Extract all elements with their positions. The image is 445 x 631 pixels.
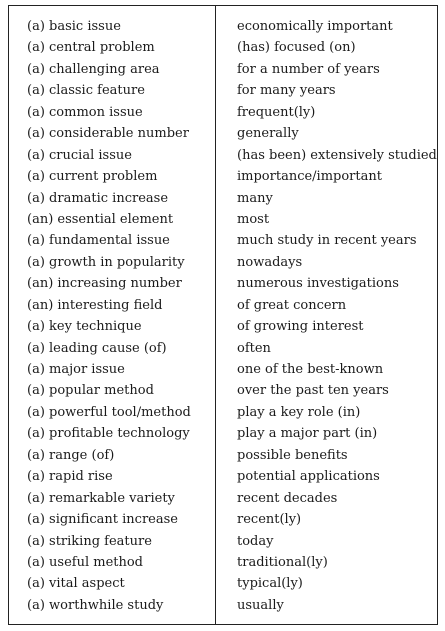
left-phrase: (a) remarkable variety	[27, 490, 175, 506]
left-phrase: (a) current problem	[27, 169, 158, 185]
left-phrase: (an) increasing number	[27, 276, 182, 292]
left-phrase: (a) rapid rise	[27, 469, 113, 485]
right-column	[216, 6, 437, 624]
left-phrase: (a) vital aspect	[27, 576, 125, 592]
left-phrase: (a) classic feature	[27, 83, 145, 99]
phrase-table	[8, 5, 438, 625]
right-phrase: usually	[237, 597, 284, 613]
left-phrase: (a) challenging area	[27, 61, 160, 77]
left-phrase: (a) popular method	[27, 383, 154, 399]
right-phrase: today	[237, 533, 274, 549]
left-phrase: (a) dramatic increase	[27, 190, 169, 206]
right-phrase: traditional(ly)	[237, 554, 328, 570]
right-phrase: one of the best-known	[237, 362, 384, 377]
right-phrase: (has) focused (on)	[237, 40, 356, 56]
left-phrase: (a) basic issue	[27, 19, 121, 34]
right-phrase: possible benefits	[237, 447, 348, 463]
left-phrase: (an) essential element	[27, 211, 174, 227]
right-phrase: importance/important	[237, 169, 382, 185]
right-phrase: frequent(ly)	[237, 104, 316, 120]
left-phrase: (a) considerable number	[27, 126, 189, 142]
left-phrase: (a) fundamental issue	[27, 233, 170, 249]
right-phrase: for a number of years	[237, 61, 380, 77]
left-phrase: (a) growth in popularity	[27, 254, 185, 270]
right-phrase: for many years	[237, 83, 336, 99]
left-phrase: (a) common issue	[27, 104, 143, 120]
right-phrase: economically important	[237, 19, 393, 34]
left-phrase: (a) range (of)	[27, 447, 115, 463]
right-phrase: over the past ten years	[237, 383, 389, 399]
left-phrase: (a) major issue	[27, 362, 125, 377]
right-phrase: typical(ly)	[237, 576, 303, 592]
left-phrase: (a) significant increase	[27, 512, 178, 528]
right-phrase: (has been) extensively studied	[237, 147, 437, 163]
left-phrase: (a) leading cause (of)	[27, 340, 167, 356]
right-phrase: generally	[237, 126, 299, 142]
right-phrase: of great concern	[237, 297, 347, 313]
left-phrase: (a) central problem	[27, 40, 155, 56]
left-column	[9, 6, 216, 624]
right-phrase: play a key role (in)	[237, 404, 361, 420]
right-phrase: recent(ly)	[237, 512, 302, 528]
right-phrase: of growing interest	[237, 319, 364, 335]
right-phrase: play a major part (in)	[237, 426, 378, 442]
right-phrase: much study in recent years	[237, 233, 417, 249]
right-phrase: most	[237, 211, 270, 227]
left-phrase: (a) worthwhile study	[27, 597, 164, 613]
right-phrase: recent decades	[237, 490, 338, 506]
left-phrase: (a) powerful tool/method	[27, 404, 191, 420]
left-phrase: (a) crucial issue	[27, 147, 132, 163]
right-phrase: numerous investigations	[237, 276, 399, 292]
right-phrase: potential applications	[237, 469, 380, 485]
left-phrase: (an) interesting field	[27, 297, 163, 313]
left-phrase: (a) useful method	[27, 554, 144, 570]
left-phrase: (a) profitable technology	[27, 426, 190, 442]
right-phrase: nowadays	[237, 254, 303, 270]
right-phrase: many	[237, 190, 273, 206]
right-phrase: often	[237, 340, 271, 356]
left-phrase: (a) key technique	[27, 319, 142, 335]
left-phrase: (a) striking feature	[27, 533, 152, 549]
